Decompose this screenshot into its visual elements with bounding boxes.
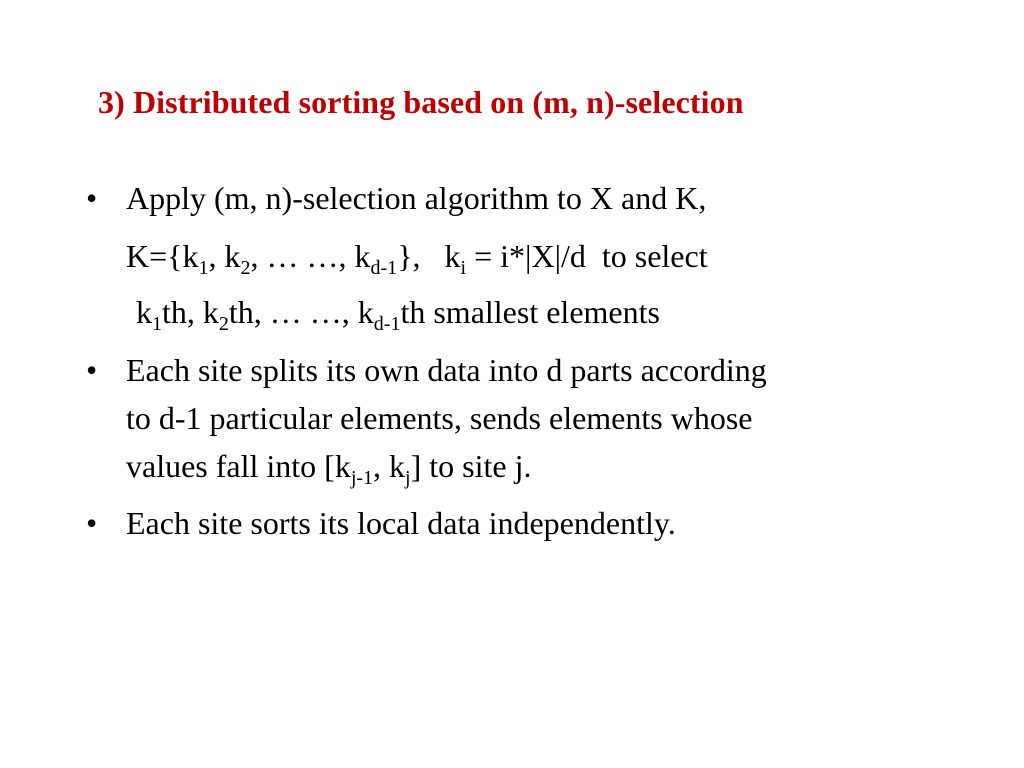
text-segment: Each site sorts its local data independently.: [126, 505, 676, 541]
bullet-3-line-1: [126, 507, 676, 539]
bullet-1-line-1: [126, 182, 706, 214]
subscript: i: [460, 257, 467, 279]
subscript: j: [405, 467, 411, 489]
text-segment: , … …, k: [250, 238, 371, 274]
text-segment: K={k: [126, 238, 199, 274]
bullet-marker: •: [86, 505, 98, 541]
subscript: 1: [198, 257, 209, 279]
text-segment: th, k: [162, 294, 219, 330]
text-segment: ] to site j.: [410, 448, 532, 484]
subscript: d-1: [370, 257, 398, 279]
text-segment: values fall into [k: [126, 448, 351, 484]
bullet-marker: •: [86, 352, 98, 388]
text-segment: , k: [208, 238, 241, 274]
bullet-1-line-2: [126, 238, 708, 279]
text-segment: , k: [373, 448, 406, 484]
text-segment: k: [136, 294, 152, 330]
subscript: d-1: [373, 313, 401, 335]
text-segment: }, k: [397, 238, 461, 274]
bullet-2-line-2: [126, 402, 752, 434]
text-segment: Apply (m, n)-selection algorithm to X and K,: [126, 180, 707, 216]
bullet-2-line-1: [126, 354, 767, 386]
subscript: 2: [218, 313, 229, 335]
text-segment: Each site splits its own data into d parts according: [126, 352, 767, 388]
bullet-2-line-3: [126, 448, 532, 489]
subscript: 2: [240, 257, 251, 279]
bullet-1-line-3: [136, 294, 660, 335]
subscript: j-1: [350, 467, 374, 489]
text-segment: th smallest elements: [400, 294, 660, 330]
text-segment: = i*|X|/d to select: [466, 238, 708, 274]
text-segment: th, … …, k: [228, 294, 374, 330]
text-segment: to d-1 particular elements, sends elements whose: [126, 400, 753, 436]
bullet-marker: •: [86, 180, 98, 216]
subscript: 1: [152, 313, 162, 335]
slide-title: 3) Distributed sorting based on (m, n)-selection: [98, 84, 744, 120]
